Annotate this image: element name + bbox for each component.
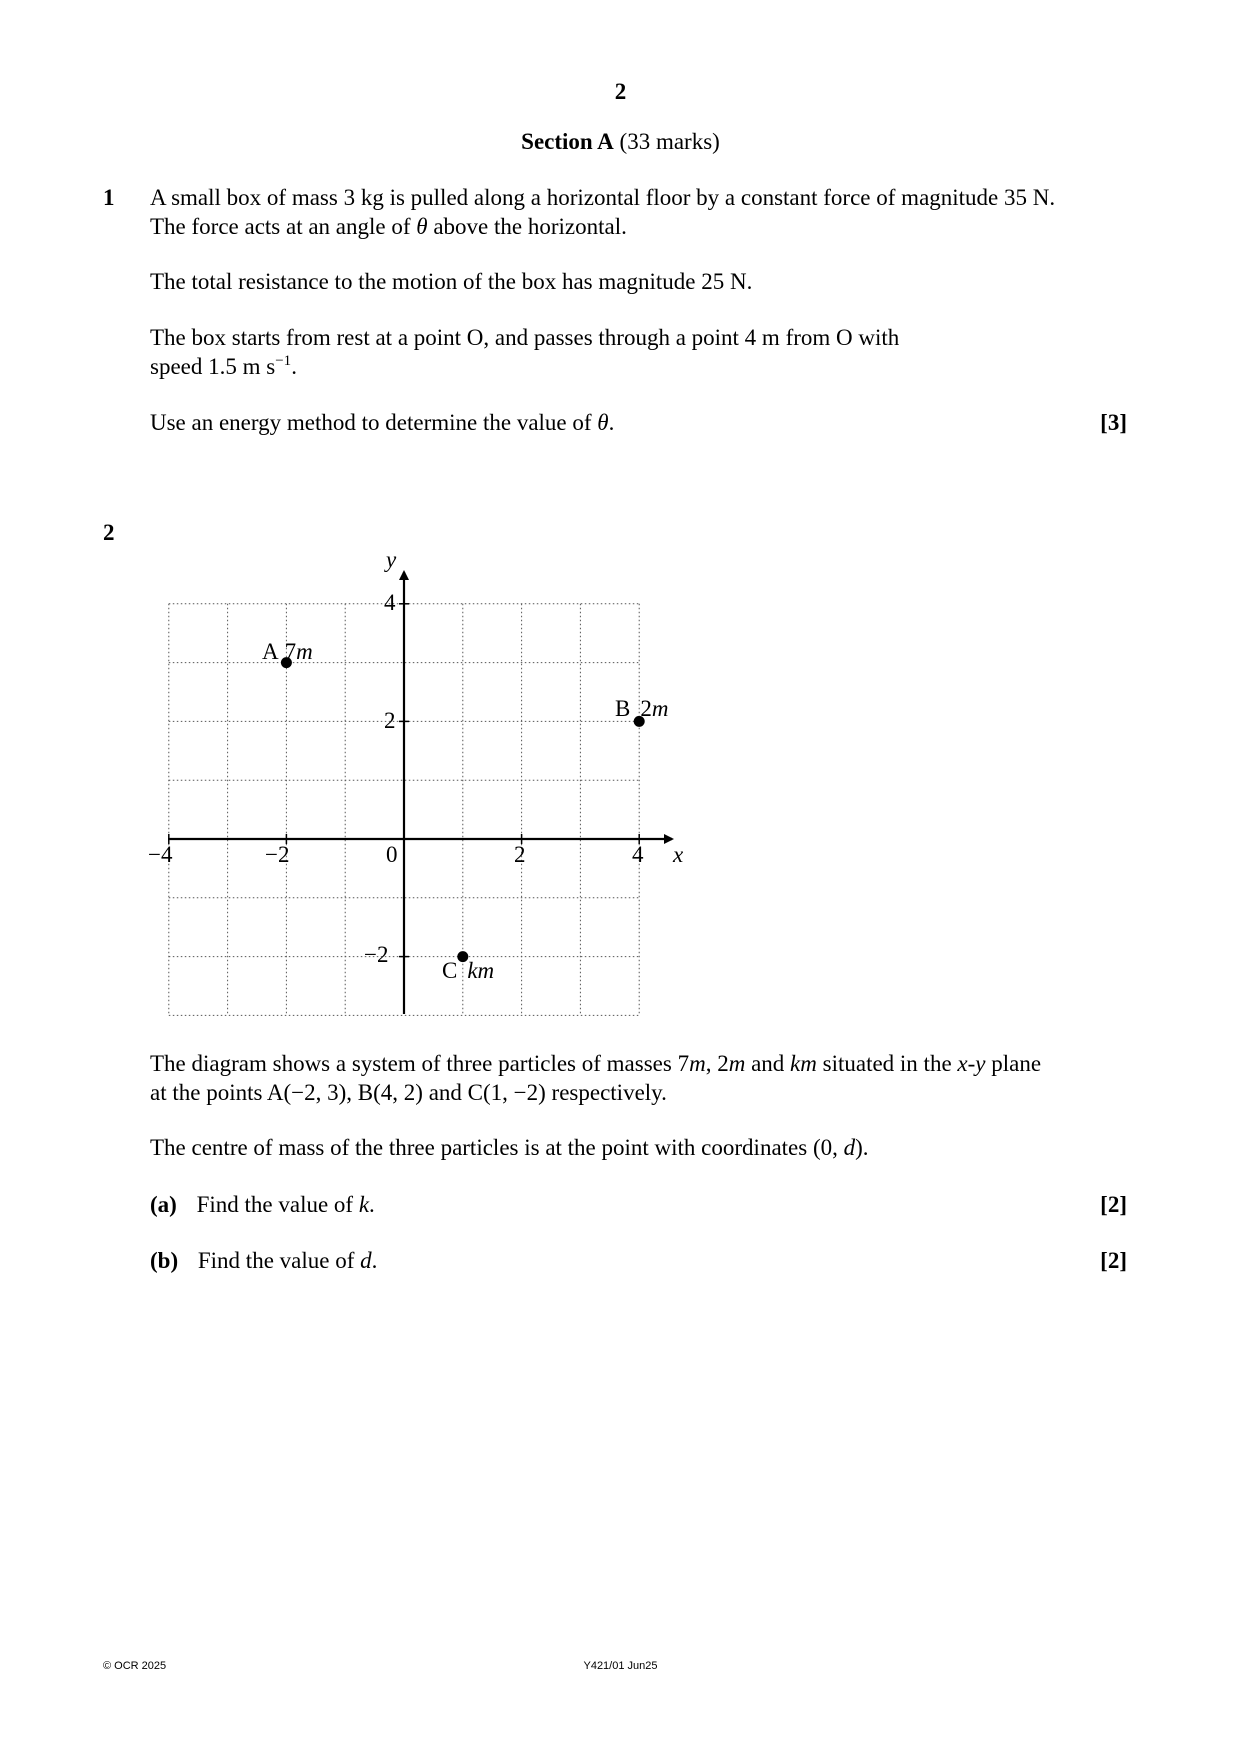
point-b-label: B 2m [615,696,669,721]
y-tick-label-2: 2 [384,708,396,733]
q1-line-2: The force acts at an angle of θ above the horizontal. [150,214,627,239]
q1-para3-line2: speed 1.5 m $s^{-1}$. [150,353,297,379]
q2-paragraph-2: The centre of mass of the three particles is at the point with coordinates (0, d). [150,1135,869,1160]
section-title: Section A [521,129,614,154]
q1-line-1: A small box of mass 3 kg is pulled along a horizontal floor by a constant force of magnitude 35 N. [150,185,1056,210]
y-tick-label-neg2: −2 [364,942,389,967]
q2-para1-line1: The diagram shows a system of three particles of masses 7m, 2m and km situated in the x-y plane [150,1051,1042,1076]
question-1-number: 1 [103,185,115,210]
x-tick-label-2: 2 [514,842,526,867]
point-a-label: A 7m [262,639,313,664]
q1-para3-line1: The box starts from rest at a point O, and passes through a point 4 m from O with [150,325,900,350]
y-tick-label-4: 4 [384,590,396,615]
q1-paragraph-2: The total resistance to the motion of the box has magnitude 25 N. [150,269,753,294]
q2-part-a: (a) Find the value of k. [150,1192,375,1217]
section-marks: (33 marks) [619,129,720,154]
q2-part-b: (b) Find the value of d. [150,1248,378,1273]
q1-paragraph-4: Use an energy method to determine the value of θ. [150,410,615,435]
point-c-label: C km [442,958,495,983]
q1-marks: [3] [1100,410,1127,435]
part-a-label: (a) [150,1192,177,1217]
x-tick-label-4: 4 [632,842,644,867]
footer-paper-code: Y421/01 Jun25 [583,1660,658,1672]
x-axis-label: x [673,842,684,867]
q2a-marks: [2] [1100,1192,1127,1217]
x-tick-label-neg2: −2 [265,842,290,867]
x-tick-label-0: 0 [386,842,398,867]
footer-copyright: © OCR 2025 [103,1660,167,1672]
x-tick-label-neg4: −4 [148,842,173,867]
page-number: 2 [614,79,627,104]
q2-para1-line2: at the points A(−2, 3), B(4, 2) and C(1, −2) respectively. [150,1080,667,1105]
q2-paragraph-1 [150,1049,1140,1107]
q2b-marks: [2] [1100,1248,1127,1273]
part-b-label: (b) [150,1248,179,1273]
question-2-number: 2 [103,520,115,545]
y-axis-label: y [386,547,397,572]
